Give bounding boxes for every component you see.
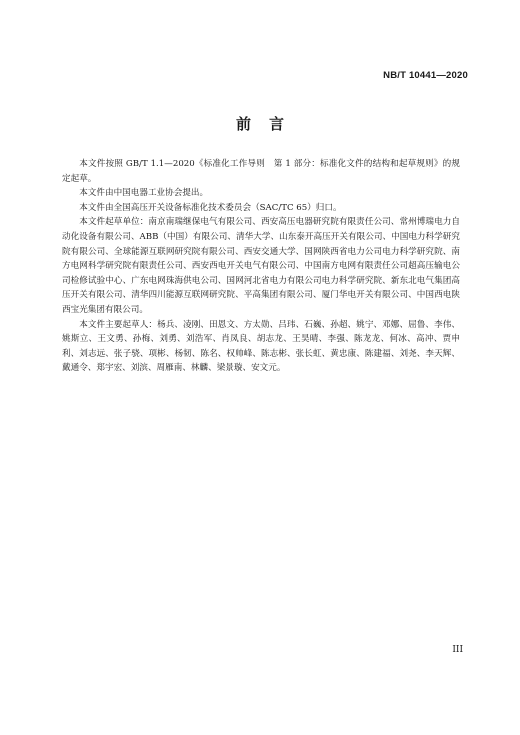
standard-number: NB/T 10441—2020: [383, 70, 468, 81]
foreword-body: [62, 157, 460, 376]
paragraph-drafting-rules: 本文件按照 GB/T 1.1—2020《标准化工作导则 第 1 部分：标准化文件的结构和起草规则》的规定起草。: [62, 159, 460, 184]
paragraph-committee: 本文件由全国高压开关设备标准化技术委员会（SAC/TC 65）归口。: [79, 202, 342, 213]
paragraph-drafting-units: 本文件起草单位：南京南瑞继保电气有限公司、西安高压电器研究院有限责任公司、常州博瑞电力自动化设备有限公司、ABB（中国）有限公司、清华大学、山东泰开高压开关有限公司、中国电力科学研究院有限公司、全球能源互联网研究院有限公司、西安交通大学、国网陕西省电力公司电力科学研究院、南方电网科学研究院有限责任公司、西安西电开关电气有限公司、中国南方电网有限责任公司超高压输电公司检修试验中心、广东电网珠海供电公司、国网河北省电力有限公司电力科学研究院、新东北电气集团高压开关有限公司、清华四川能源互联网研究院、平高集团有限公司、厦门华电开关有限公司、中国西电陕西宝光集团有限公司。: [62, 217, 460, 315]
paragraph-drafters: 本文件主要起草人：杨兵、凌刚、田恩文、方太勋、吕玮、石巍、孙超、姚宁、邓娜、屈鲁、李伟、姚斯立、王文勇、孙梅、刘勇、刘浩军、肖凤良、胡志龙、王昊晴、李强、陈龙龙、何冰、高冲、贾申利、刘志远、张子骁、项彬、杨韧、陈名、权帅峰、陈志彬、张长虹、黄忠康、陈建福、刘尧、李天辉、戴通令、郑宇宏、刘滨、周雁南、林麟、梁景璇、安文元。: [62, 319, 460, 374]
page-title: 前言: [235, 115, 302, 133]
paragraph-proposer: 本文件由中国电器工业协会提出。: [79, 188, 209, 199]
page-number: III: [452, 645, 463, 655]
